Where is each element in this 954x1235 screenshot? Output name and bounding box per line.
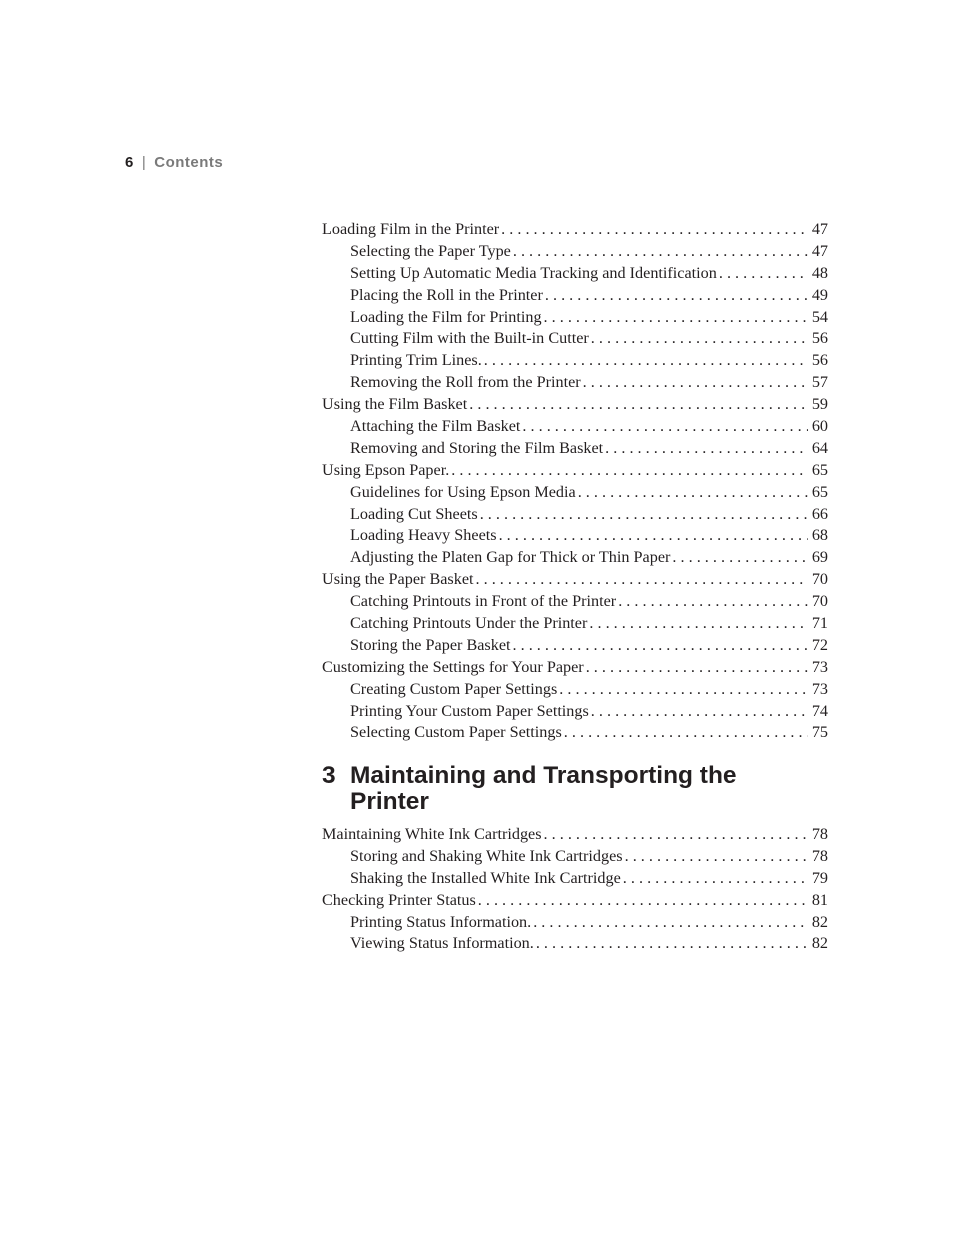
toc-entry-page: 57: [811, 373, 828, 392]
toc-entry-page: 74: [811, 701, 828, 720]
toc-entry-page: 65: [811, 460, 828, 479]
toc-entry-page: 69: [811, 548, 828, 567]
toc-entry[interactable]: [322, 635, 828, 657]
toc-entry[interactable]: [322, 569, 828, 591]
toc-entry-title: Using Epson Paper.: [322, 460, 450, 479]
toc-entry-page: 54: [811, 307, 828, 326]
toc-entry-title: Guidelines for Using Epson Media: [350, 482, 576, 501]
toc-entry-page: 56: [811, 329, 828, 348]
dot-leader: [533, 912, 808, 934]
toc-entry[interactable]: [322, 613, 828, 635]
toc-entry-title: Checking Printer Status: [322, 890, 476, 909]
dot-leader: [513, 241, 808, 263]
dot-leader: [586, 657, 808, 679]
toc-entry-page: 59: [811, 395, 828, 414]
toc-entry[interactable]: [322, 701, 828, 723]
toc-entry[interactable]: [322, 824, 828, 846]
dot-leader: [591, 328, 808, 350]
toc-entry-page: 70: [811, 592, 828, 611]
toc-entry-title: Shaking the Installed White Ink Cartridge: [350, 868, 621, 887]
toc-entry[interactable]: [322, 241, 828, 263]
dot-leader: [591, 701, 808, 723]
toc-entry[interactable]: [322, 372, 828, 394]
toc-entry-title: Setting Up Automatic Media Tracking and Identification: [350, 263, 717, 282]
dot-leader: [544, 307, 808, 329]
toc-entry-title: Using the Film Basket: [322, 395, 468, 414]
toc-entry[interactable]: [322, 350, 828, 372]
toc-entry-title: Cutting Film with the Built-in Cutter: [350, 329, 589, 348]
toc-entry-title: Adjusting the Platen Gap for Thick or Thin Paper: [350, 548, 671, 567]
toc-entry-page: 81: [811, 890, 828, 909]
toc-entry-title: Storing the Paper Basket: [350, 635, 511, 654]
toc-entry-page: 73: [811, 657, 828, 676]
dot-leader: [476, 569, 808, 591]
toc-entry-page: 66: [811, 504, 828, 523]
toc-entry-title: Removing the Roll from the Printer: [350, 373, 581, 392]
dot-leader: [451, 460, 808, 482]
toc-entry-page: 48: [811, 263, 828, 282]
toc-entry-page: 70: [811, 570, 828, 589]
toc-entry[interactable]: [322, 307, 828, 329]
dot-leader: [559, 679, 808, 701]
dot-leader: [618, 591, 808, 613]
dot-leader: [672, 547, 807, 569]
toc-entry[interactable]: [322, 482, 828, 504]
toc-entry-title: Catching Printouts Under the Printer: [350, 614, 588, 633]
dot-leader: [545, 285, 808, 307]
toc-entry[interactable]: [322, 504, 828, 526]
toc-section-bottom: [322, 824, 828, 955]
toc-entry[interactable]: [322, 591, 828, 613]
dot-leader: [578, 482, 808, 504]
toc-entry-page: 64: [811, 438, 828, 457]
toc-entry[interactable]: [322, 219, 828, 241]
chapter-heading: [322, 763, 802, 815]
toc-entry[interactable]: [322, 438, 828, 460]
toc-entry-title: Using the Paper Basket: [322, 570, 474, 589]
toc-entry-page: 79: [811, 868, 828, 887]
dot-leader: [564, 722, 808, 744]
dot-leader: [484, 350, 808, 372]
dot-leader: [513, 635, 808, 657]
toc-entry[interactable]: [322, 394, 828, 416]
toc-entry-title: Printing Status Information.: [350, 912, 532, 931]
dot-leader: [536, 933, 808, 955]
toc-entry-title: Customizing the Settings for Your Paper: [322, 657, 584, 676]
toc-entry-title: Selecting Custom Paper Settings: [350, 723, 562, 742]
toc-entry-title: Maintaining White Ink Cartridges: [322, 825, 542, 843]
toc-entry-page: 82: [811, 912, 828, 931]
toc-entry[interactable]: [322, 547, 828, 569]
toc-entry[interactable]: [322, 846, 828, 868]
toc-entry[interactable]: [322, 890, 828, 912]
toc-entry[interactable]: [322, 933, 828, 955]
dot-leader: [589, 613, 807, 635]
toc-section-top: [322, 219, 828, 744]
dot-leader: [625, 846, 808, 868]
running-head: [125, 154, 223, 171]
dot-leader: [605, 438, 808, 460]
chapter-number: 3: [322, 762, 336, 789]
dot-leader: [522, 416, 807, 438]
toc-entry[interactable]: [322, 416, 828, 438]
toc-entry[interactable]: [322, 657, 828, 679]
toc-entry-page: 78: [811, 825, 828, 843]
toc-entry-page: 47: [811, 241, 828, 260]
dot-leader: [623, 868, 808, 890]
toc-entry-page: 78: [811, 846, 828, 865]
dot-leader: [544, 824, 808, 846]
toc-entry[interactable]: [322, 460, 828, 482]
toc-entry[interactable]: [322, 328, 828, 350]
toc-entry-title: Storing and Shaking White Ink Cartridges: [350, 846, 623, 865]
dot-leader: [583, 372, 808, 394]
toc-entry-page: 73: [811, 679, 828, 698]
toc-entry-title: Placing the Roll in the Printer: [350, 285, 543, 304]
toc-entry[interactable]: [322, 525, 828, 547]
toc-entry-page: 60: [811, 417, 828, 436]
toc-entry[interactable]: [322, 285, 828, 307]
toc-entry-title: Printing Your Custom Paper Settings: [350, 701, 589, 720]
running-head-section: Contents: [154, 154, 224, 171]
toc-entry[interactable]: [322, 912, 828, 934]
toc-entry-title: Removing and Storing the Film Basket: [350, 438, 604, 457]
dot-leader: [499, 525, 808, 547]
toc-entry-page: 72: [811, 635, 828, 654]
dot-leader: [480, 504, 808, 526]
page-number: 6: [125, 154, 134, 171]
dot-leader: [719, 263, 808, 285]
dot-leader: [501, 219, 808, 241]
toc-entry-title: Loading the Film for Printing: [350, 307, 542, 326]
toc-entry-title: Loading Cut Sheets: [350, 504, 478, 523]
toc-entry-page: 47: [811, 220, 828, 238]
running-head-separator: |: [141, 154, 147, 171]
toc-entry[interactable]: [322, 868, 828, 890]
toc-entry-page: 82: [811, 934, 828, 953]
toc-entry-title: Loading Heavy Sheets: [350, 526, 497, 545]
toc-entry-title: Loading Film in the Printer: [322, 220, 500, 238]
toc-entry-title: Viewing Status Information.: [350, 934, 534, 953]
toc-entry-page: 68: [811, 526, 828, 545]
toc-entry-page: 71: [811, 614, 828, 633]
toc-entry-page: 75: [811, 723, 828, 742]
toc-entry-title: Catching Printouts in Front of the Printer: [350, 592, 617, 611]
toc-entry-title: Selecting the Paper Type: [350, 241, 511, 260]
toc-entry[interactable]: [322, 263, 828, 285]
toc-entry[interactable]: [322, 722, 828, 744]
toc-entry-page: 56: [811, 351, 828, 370]
toc-entry-title: Printing Trim Lines.: [350, 351, 482, 370]
dot-leader: [478, 890, 808, 912]
toc-entry-title: Attaching the Film Basket: [350, 417, 521, 436]
toc-entry-title: Creating Custom Paper Settings: [350, 679, 558, 698]
toc-entry-page: 65: [811, 482, 828, 501]
dot-leader: [469, 394, 808, 416]
toc-entry-page: 49: [811, 285, 828, 304]
chapter-title: Maintaining and Transporting the Printer: [350, 762, 737, 815]
toc-entry[interactable]: [322, 679, 828, 701]
